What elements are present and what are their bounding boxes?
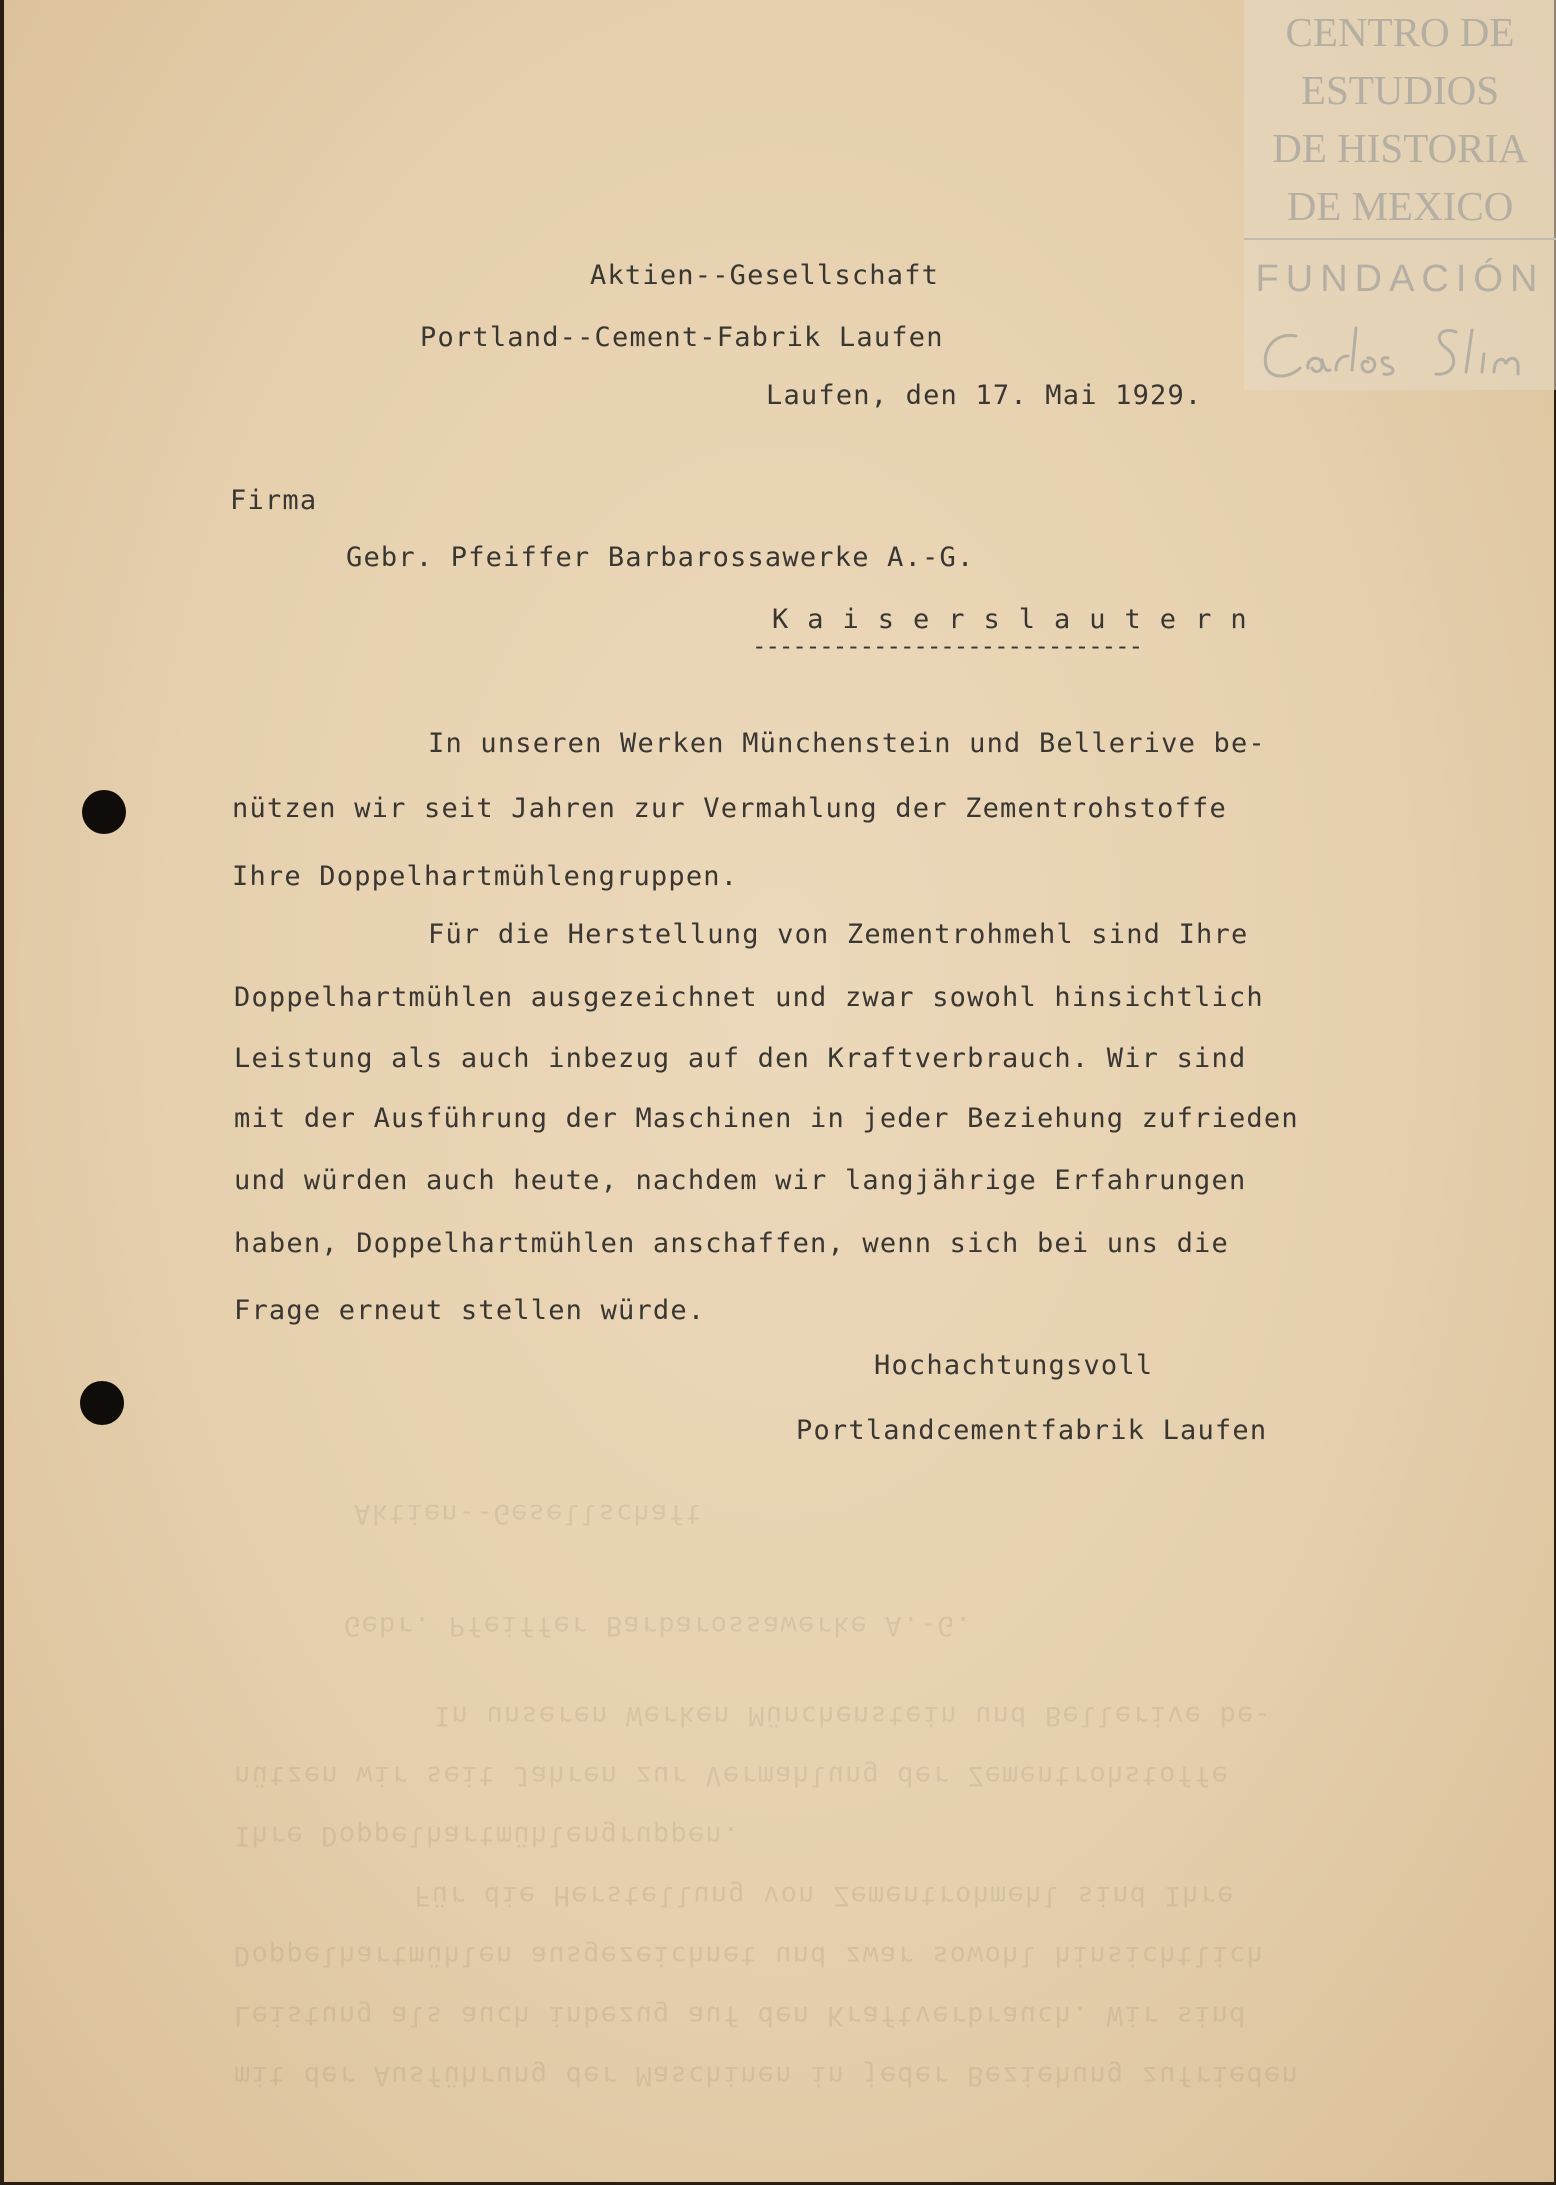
signature-company: Portlandcementfabrik Laufen <box>796 1415 1268 1446</box>
body-line: mit der Ausführung der Maschinen in jeder Beziehung zufrieden <box>234 1103 1299 1134</box>
bleed-through-text: Doppelhartmühlen ausgezeichnet und zwar sowohl hinsichtlich <box>234 1940 1264 1971</box>
stamp-text-line: CENTRO DE <box>1285 9 1515 55</box>
body-line: Frage erneut stellen würde. <box>234 1295 706 1326</box>
body-line: In unseren Werken Münchenstein und Bellerive be- <box>428 728 1266 759</box>
bleed-through-text: Ihre Doppelhartmühlengruppen. <box>234 1820 741 1851</box>
closing-salutation: Hochachtungsvoll <box>874 1350 1154 1381</box>
body-line: haben, Doppelhartmühlen anschaffen, wenn sich bei uns die <box>234 1228 1229 1259</box>
bleed-through-text: nützen wir seit Jahren zur Vermahlung der Zementrohstoffe <box>234 1760 1229 1791</box>
stamp-divider <box>1244 238 1556 240</box>
recipient-city: Kaiserslautern <box>772 604 1266 635</box>
body-line: Ihre Doppelhartmühlengruppen. <box>232 861 739 892</box>
body-line: Leistung als auch inbezug auf den Kraftverbrauch. Wir sind <box>234 1043 1247 1074</box>
stamp-text-line: ESTUDIOS <box>1300 67 1500 113</box>
stamp-text-line: DE MEXICO <box>1286 183 1514 229</box>
recipient-label: Firma <box>230 485 318 516</box>
stamp-text-line: DE HISTORIA <box>1272 125 1528 171</box>
bleed-through-text: Aktien--Gesellschaft <box>354 1498 704 1529</box>
bleed-through-text: Für die Herstellung von Zementrohmehl sind Ihre <box>414 1880 1235 1911</box>
body-line: Doppelhartmühlen ausgezeichnet und zwar sowohl hinsichtlich <box>234 982 1264 1013</box>
bleed-through-text: Gebr. Pfeiffer Barbarossawerke A.-G. <box>344 1610 973 1641</box>
punch-hole-bottom <box>80 1381 124 1425</box>
body-line: und würden auch heute, nachdem wir langjährige Erfahrungen <box>234 1165 1247 1196</box>
stamp-foundation: FUNDACIÓN <box>1255 258 1545 300</box>
body-line: Für die Herstellung von Zementrohmehl sind Ihre <box>428 919 1249 950</box>
punch-hole-top <box>82 790 126 834</box>
bleed-through-text: In unseren Werken Münchenstein und Bellerive be- <box>434 1700 1272 1731</box>
carlos-slim-signature-icon <box>1256 318 1556 388</box>
archive-stamp <box>1244 0 1556 390</box>
bleed-through-text: mit der Ausführung der Maschinen in jeder Beziehung zufrieden <box>234 2060 1299 2091</box>
recipient-name: Gebr. Pfeiffer Barbarossawerke A.-G. <box>346 542 975 573</box>
letter-date: Laufen, den 17. Mai 1929. <box>766 380 1203 411</box>
company-name: Aktien--Gesellschaft <box>590 260 940 291</box>
city-underline: ----------------------------- <box>752 632 1143 660</box>
bleed-through-text: Leistung als auch inbezug auf den Kraftverbrauch. Wir sind <box>234 2000 1247 2031</box>
body-line: nützen wir seit Jahren zur Vermahlung der Zementrohstoffe <box>232 793 1227 824</box>
company-subtitle: Portland--Cement-Fabrik Laufen <box>420 322 944 353</box>
